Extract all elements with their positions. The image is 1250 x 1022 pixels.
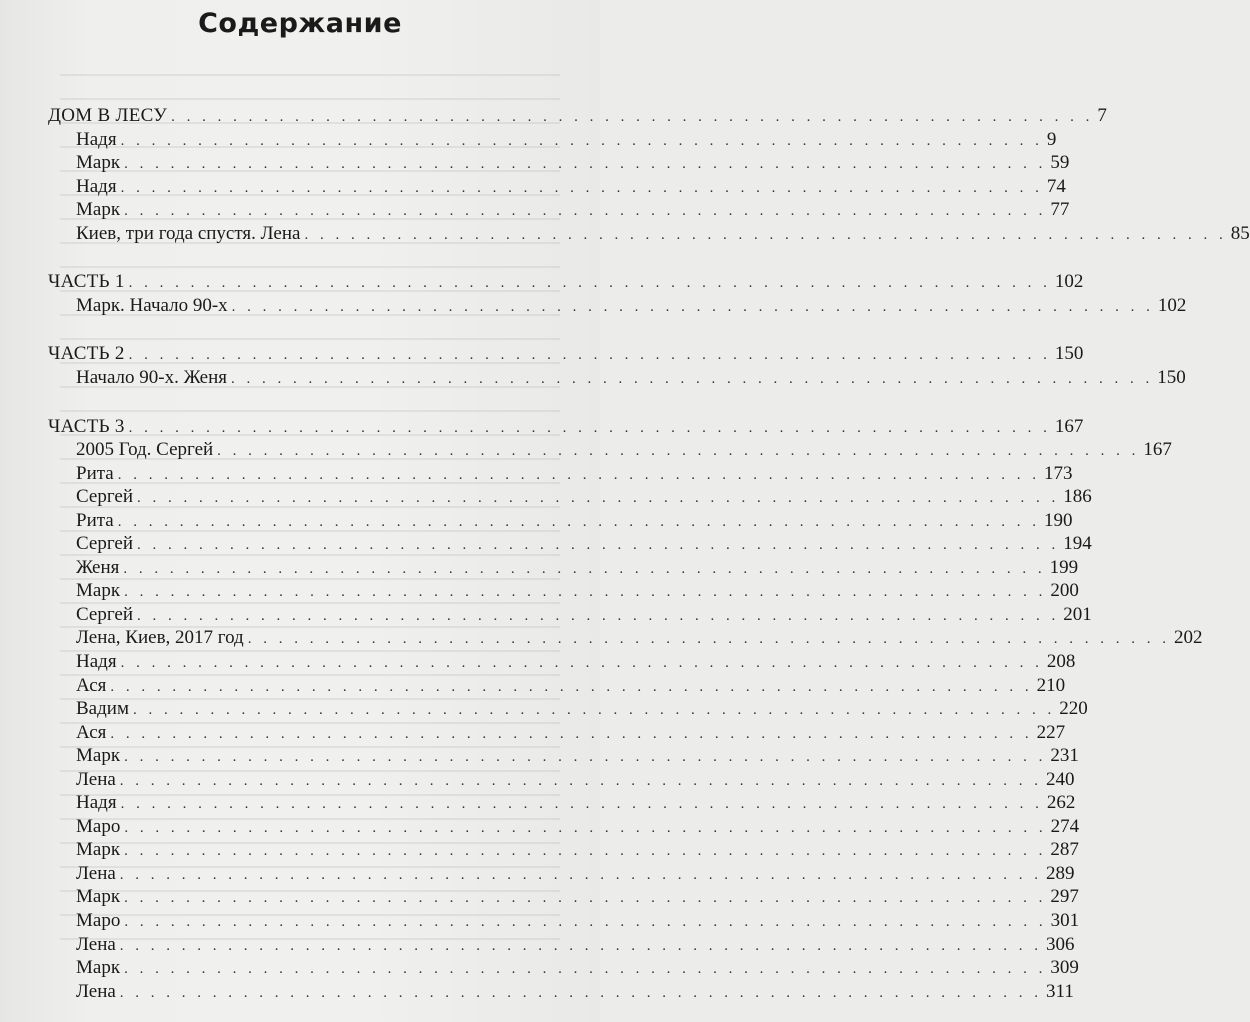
dot-leader: . . . . . . . . . . . . . . . . . . . . . . . . . . . . . . . . . . . . . . . . . . . . . . . . . . . . . . . . . . . . bbox=[124, 156, 1047, 172]
toc-section-row bbox=[48, 104, 1107, 128]
dot-leader: . . . . . . . . . . . . . . . . . . . . . . . . . . . . . . . . . . . . . . . . . . . . . . . . . . . . . . . . . . . . bbox=[117, 467, 1040, 483]
toc-entry-row bbox=[76, 128, 1057, 152]
page-number: 200 bbox=[1050, 580, 1079, 601]
dot-leader: . . . . . . . . . . . . . . . . . . . . . . . . . . . . . . . . . . . . . . . . . . . . . . . . . . . . . . . . . . . . bbox=[124, 749, 1047, 765]
page-number: 74 bbox=[1046, 176, 1066, 197]
chapter-title: Киев, три года спустя. Лена bbox=[76, 223, 301, 244]
toc-entry-row bbox=[76, 768, 1075, 792]
page-number: 208 bbox=[1046, 651, 1076, 672]
chapter-title: Лена, Киев, 2017 год bbox=[76, 627, 244, 648]
chapter-title: 2005 Год. Сергей bbox=[76, 439, 214, 460]
toc-entry-row bbox=[76, 532, 1092, 556]
dot-leader: . . . . . . . . . . . . . . . . . . . . . . . . . . . . . . . . . . . . . . . . . . . . . . . . . . . . . . . . . . . . bbox=[120, 133, 1043, 149]
page-number: 150 bbox=[1157, 367, 1186, 388]
dot-leader: . . . . . . . . . . . . . . . . . . . . . . . . . . . . . . . . . . . . . . . . . . . . . . . . . . . . . . . . . . . . bbox=[247, 631, 1170, 647]
page-number: 289 bbox=[1046, 863, 1075, 884]
page-number: 167 bbox=[1054, 416, 1084, 437]
toc-entry-row bbox=[76, 650, 1076, 674]
toc-entry-row bbox=[76, 462, 1073, 486]
toc-section-row bbox=[48, 270, 1084, 294]
chapter-title: Надя bbox=[76, 176, 117, 197]
dot-leader: . . . . . . . . . . . . . . . . . . . . . . . . . . . . . . . . . . . . . . . . . . . . . . . . . . . . . . . . . . . . bbox=[124, 584, 1047, 600]
chapter-title: Лена bbox=[76, 769, 116, 790]
toc-entry-row bbox=[76, 791, 1076, 815]
page-number: 102 bbox=[1054, 271, 1084, 292]
toc-entry-row bbox=[76, 674, 1066, 698]
toc-entry-row bbox=[76, 626, 1203, 650]
chapter-title: Маро bbox=[76, 816, 121, 837]
chapter-title: Ася bbox=[76, 722, 107, 743]
chapter-title: Сергей bbox=[76, 486, 133, 507]
chapter-title: Марк bbox=[76, 580, 121, 601]
toc-entry-row bbox=[76, 294, 1187, 318]
dot-leader: . . . . . . . . . . . . . . . . . . . . . . . . . . . . . . . . . . . . . . . . . . . . . . . . . . . . . . . . . . . . bbox=[110, 679, 1033, 695]
toc-entry-row bbox=[76, 744, 1079, 768]
dot-leader: . . . . . . . . . . . . . . . . . . . . . . . . . . . . . . . . . . . . . . . . . . . . . . . . . . . . . . . . . . . . bbox=[124, 843, 1047, 859]
chapter-title: Начало 90-х. Женя bbox=[76, 367, 228, 388]
toc-entry-row bbox=[76, 815, 1080, 839]
chapter-title: Марк bbox=[76, 199, 121, 220]
page-number: 102 bbox=[1157, 295, 1187, 316]
page-number: 167 bbox=[1143, 439, 1172, 460]
toc-entry-row bbox=[76, 721, 1066, 745]
chapter-title: Сергей bbox=[76, 533, 133, 554]
page-number: 309 bbox=[1050, 957, 1079, 978]
toc-entry-row bbox=[76, 151, 1070, 175]
dot-leader: . . . . . . . . . . . . . . . . . . . . . . . . . . . . . . . . . . . . . . . . . . . . . . . . . . . . . . . . . . . . bbox=[136, 537, 1060, 553]
dot-leader: . . . . . . . . . . . . . . . . . . . . . . . . . . . . . . . . . . . . . . . . . . . . . . . . . . . . . . . . . . . . bbox=[171, 109, 1094, 125]
page-title: Содержание bbox=[198, 8, 402, 39]
dot-leader: . . . . . . . . . . . . . . . . . . . . . . . . . . . . . . . . . . . . . . . . . . . . . . . . . . . . . . . . . . . . bbox=[124, 961, 1047, 977]
page-number: 297 bbox=[1050, 886, 1079, 907]
chapter-title: Рита bbox=[76, 510, 114, 531]
page-number: 201 bbox=[1063, 604, 1092, 625]
dot-leader: . . . . . . . . . . . . . . . . . . . . . . . . . . . . . . . . . . . . . . . . . . . . . . . . . . . . . . . . . . . . bbox=[136, 608, 1060, 624]
section-title: ЧАСТЬ 3 bbox=[48, 416, 125, 437]
dot-leader: . . . . . . . . . . . . . . . . . . . . . . . . . . . . . . . . . . . . . . . . . . . . . . . . . . . . . . . . . . . . bbox=[217, 443, 1140, 459]
page-number: 274 bbox=[1050, 816, 1080, 837]
dot-leader: . . . . . . . . . . . . . . . . . . . . . . . . . . . . . . . . . . . . . . . . . . . . . . . . . . . . . . . . . . . . bbox=[231, 371, 1154, 387]
page-number: 194 bbox=[1063, 533, 1092, 554]
chapter-title: Сергей bbox=[76, 604, 133, 625]
section-title: ДОМ В ЛЕСУ bbox=[48, 105, 168, 126]
dot-leader: . . . . . . . . . . . . . . . . . . . . . . . . . . . . . . . . . . . . . . . . . . . . . . . . . . . . . . . . . . . . bbox=[132, 702, 1056, 718]
toc-entry-row bbox=[76, 198, 1070, 222]
page-number: 150 bbox=[1054, 343, 1084, 364]
page-number: 220 bbox=[1059, 698, 1088, 719]
page-number: 9 bbox=[1046, 129, 1057, 150]
chapter-title: Марк bbox=[76, 152, 121, 173]
chapter-title: Марк. Начало 90-х bbox=[76, 295, 228, 316]
toc-entry-row bbox=[76, 933, 1075, 957]
dot-leader: . . . . . . . . . . . . . . . . . . . . . . . . . . . . . . . . . . . . . . . . . . . . . . . . . . . . . . . . . . . . bbox=[120, 796, 1043, 812]
dot-leader: . . . . . . . . . . . . . . . . . . . . . . . . . . . . . . . . . . . . . . . . . . . . . . . . . . . . . . . . . . . . bbox=[119, 773, 1043, 789]
chapter-title: Маро bbox=[76, 910, 121, 931]
dot-leader: . . . . . . . . . . . . . . . . . . . . . . . . . . . . . . . . . . . . . . . . . . . . . . . . . . . . . . . . . . . . bbox=[120, 655, 1043, 671]
page-number: 186 bbox=[1063, 486, 1092, 507]
dot-leader: . . . . . . . . . . . . . . . . . . . . . . . . . . . . . . . . . . . . . . . . . . . . . . . . . . . . . . . . . . . . bbox=[110, 726, 1033, 742]
dot-leader: . . . . . . . . . . . . . . . . . . . . . . . . . . . . . . . . . . . . . . . . . . . . . . . . . . . . . . . . . . . . bbox=[231, 299, 1154, 315]
dot-leader: . . . . . . . . . . . . . . . . . . . . . . . . . . . . . . . . . . . . . . . . . . . . . . . . . . . . . . . . . . . . bbox=[304, 227, 1227, 243]
toc-entry-row bbox=[76, 980, 1074, 1004]
toc-entry-row bbox=[76, 838, 1079, 862]
chapter-title: Надя bbox=[76, 792, 117, 813]
page-number: 7 bbox=[1097, 105, 1107, 126]
dot-leader: . . . . . . . . . . . . . . . . . . . . . . . . . . . . . . . . . . . . . . . . . . . . . . . . . . . . . . . . . . . . bbox=[119, 938, 1043, 954]
dot-leader: . . . . . . . . . . . . . . . . . . . . . . . . . . . . . . . . . . . . . . . . . . . . . . . . . . . . . . . . . . . . bbox=[119, 867, 1043, 883]
page-number: 262 bbox=[1046, 792, 1076, 813]
page-number: 287 bbox=[1050, 839, 1079, 860]
page-number: 301 bbox=[1050, 910, 1080, 931]
page-number: 85 bbox=[1230, 223, 1250, 244]
page-number: 199 bbox=[1049, 557, 1079, 578]
page-number: 59 bbox=[1050, 152, 1070, 173]
chapter-title: Вадим bbox=[76, 698, 129, 719]
toc-entry-row bbox=[76, 697, 1088, 721]
page-number: 311 bbox=[1046, 981, 1074, 1002]
chapter-title: Рита bbox=[76, 463, 114, 484]
page-number: 210 bbox=[1036, 675, 1066, 696]
page-number: 190 bbox=[1043, 510, 1073, 531]
dot-leader: . . . . . . . . . . . . . . . . . . . . . . . . . . . . . . . . . . . . . . . . . . . . . . . . . . . . . . . . . . . . bbox=[123, 561, 1046, 577]
page-number: 202 bbox=[1173, 627, 1203, 648]
page-number: 240 bbox=[1046, 769, 1075, 790]
toc-entry-row bbox=[76, 603, 1092, 627]
dot-leader: . . . . . . . . . . . . . . . . . . . . . . . . . . . . . . . . . . . . . . . . . . . . . . . . . . . . . . . . . . . . bbox=[124, 914, 1047, 930]
toc-entry-row bbox=[76, 509, 1073, 533]
page-number: 77 bbox=[1050, 199, 1070, 220]
dot-leader: . . . . . . . . . . . . . . . . . . . . . . . . . . . . . . . . . . . . . . . . . . . . . . . . . . . . . . . . . . . . bbox=[128, 275, 1051, 291]
toc-entry-row bbox=[76, 556, 1079, 580]
toc-entry-row bbox=[76, 862, 1075, 886]
chapter-title: Лена bbox=[76, 934, 116, 955]
chapter-title: Лена bbox=[76, 981, 116, 1002]
dot-leader: . . . . . . . . . . . . . . . . . . . . . . . . . . . . . . . . . . . . . . . . . . . . . . . . . . . . . . . . . . . . bbox=[117, 514, 1040, 530]
chapter-title: Надя bbox=[76, 129, 117, 150]
chapter-title: Лена bbox=[76, 863, 116, 884]
dot-leader: . . . . . . . . . . . . . . . . . . . . . . . . . . . . . . . . . . . . . . . . . . . . . . . . . . . . . . . . . . . . bbox=[120, 180, 1043, 196]
toc-entry-row bbox=[76, 438, 1172, 462]
chapter-title: Надя bbox=[76, 651, 117, 672]
section-title: ЧАСТЬ 2 bbox=[48, 343, 125, 364]
chapter-title: Ася bbox=[76, 675, 107, 696]
toc-section-row bbox=[48, 415, 1084, 439]
toc-entry-row bbox=[76, 485, 1092, 509]
page-number: 306 bbox=[1046, 934, 1075, 955]
section-title: ЧАСТЬ 1 bbox=[48, 271, 125, 292]
toc-section-row bbox=[48, 342, 1084, 366]
page-number: 231 bbox=[1050, 745, 1079, 766]
toc-entry-row bbox=[76, 366, 1186, 390]
toc-entry-row bbox=[76, 909, 1080, 933]
dot-leader: . . . . . . . . . . . . . . . . . . . . . . . . . . . . . . . . . . . . . . . . . . . . . . . . . . . . . . . . . . . . bbox=[124, 890, 1047, 906]
chapter-title: Марк bbox=[76, 839, 121, 860]
chapter-title: Женя bbox=[76, 557, 120, 578]
toc-entry-row bbox=[76, 579, 1079, 603]
dot-leader: . . . . . . . . . . . . . . . . . . . . . . . . . . . . . . . . . . . . . . . . . . . . . . . . . . . . . . . . . . . . bbox=[119, 985, 1043, 1001]
toc-entry-row bbox=[76, 222, 1250, 246]
dot-leader: . . . . . . . . . . . . . . . . . . . . . . . . . . . . . . . . . . . . . . . . . . . . . . . . . . . . . . . . . . . . bbox=[124, 203, 1047, 219]
dot-leader: . . . . . . . . . . . . . . . . . . . . . . . . . . . . . . . . . . . . . . . . . . . . . . . . . . . . . . . . . . . . bbox=[128, 347, 1051, 363]
chapter-title: Марк bbox=[76, 957, 121, 978]
toc-entry-row bbox=[76, 175, 1066, 199]
dot-leader: . . . . . . . . . . . . . . . . . . . . . . . . . . . . . . . . . . . . . . . . . . . . . . . . . . . . . . . . . . . . bbox=[128, 420, 1051, 436]
toc-entry-row bbox=[76, 956, 1079, 980]
page-number: 227 bbox=[1036, 722, 1066, 743]
page-number: 173 bbox=[1043, 463, 1073, 484]
chapter-title: Марк bbox=[76, 886, 121, 907]
toc-entry-row bbox=[76, 885, 1079, 909]
dot-leader: . . . . . . . . . . . . . . . . . . . . . . . . . . . . . . . . . . . . . . . . . . . . . . . . . . . . . . . . . . . . bbox=[136, 490, 1060, 506]
chapter-title: Марк bbox=[76, 745, 121, 766]
dot-leader: . . . . . . . . . . . . . . . . . . . . . . . . . . . . . . . . . . . . . . . . . . . . . . . . . . . . . . . . . . . . bbox=[124, 820, 1047, 836]
